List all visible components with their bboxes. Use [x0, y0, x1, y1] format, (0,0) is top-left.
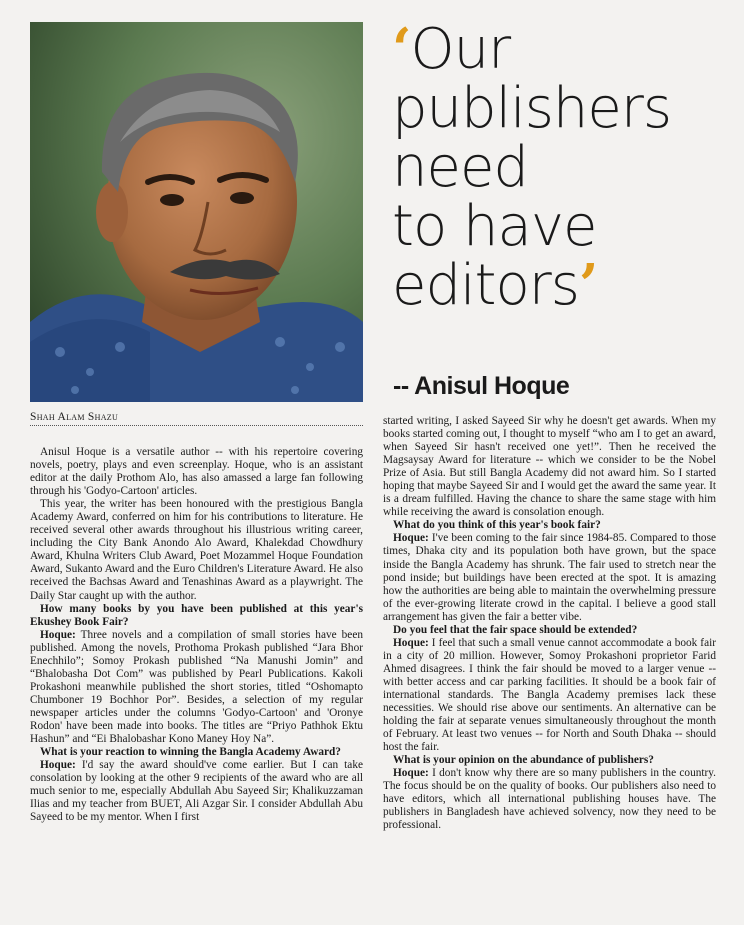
interview-question: What is your reaction to winning the Bangla Academy Award? [40, 746, 341, 759]
interview-answer [383, 532, 716, 623]
body-paragraph: This year, the writer has been honoured with the prestigious Bangla Academy Award, conferred on him for his contributions to literature. He received several other awards throughout his illustrious writing career, including the City Bank Anondo Alo Award, Khalekdad Chowdhury Award, Khulna Writers Club Award, Poet Mozammel Hoque Foundation Award, Sukanto Award and the Euro Children's Literature Award. He also received the Bachsas Award and Tenashinas Award as a playwright. The Daily Star caught up with the author. [30, 498, 363, 602]
headline-line-4: to have [392, 194, 597, 259]
interview-question: What is your opinion on the abundance of publishers? [393, 754, 654, 767]
interview-question: Do you feel that the fair space should be extended? [393, 623, 638, 636]
interview-question: How many books by you have been published at this year's Ekushey Book Fair? [30, 602, 363, 628]
speaker-label: Hoque: [393, 767, 429, 780]
photo-credit: Shah Alam Shazu [30, 411, 363, 426]
interview-answer [30, 629, 363, 746]
answer-text: I'd say the award should've come earlier. But I can take consolation by looking at the other 9 recipients of the award who are all much senior to me, especially Abdullah Abu Sayeed Sir; Khalikuzzaman Ilias and my teacher from BUET, Ali Azgar Sir. I consider Abdullah Abu Sayeed to be my mentor. When I first [30, 759, 363, 824]
article-column-right [383, 415, 716, 833]
answer-text: Three novels and a compilation of small stories have been published. Among the novels, Prothoma Prokash published “Jara Bhor Enechhilo”; Somoy Prokash published “Na Manushi Jomin” and “Bhalobasha Dot Com” was published by Pearl Publications. Kakoli Prokashoni meanwhile published the short stories, titled “Oshomapto Chumboner 19 Bochhor Por”. Besides, a selection of my regular newspaper articles under the columns 'Godyo-Cartoon' and 'Oronye Rodon' have been made into books. The titles are “Priyo Pathhok Ektu Hashun” and “Ei Bhalobashar Kono Maney Hoy Na”. [30, 628, 363, 746]
answer-text: I've been coming to the fair since 1984-85. Compared to those times, Dhaka city and its population both have grown, but the space inside the Bangla Academy has shrunk. The fair used to stretch near the pond inside; but buildings have been erected at the spot. It is amazing how the authorities are being able to maintain the overwhelming pressure of the ever-growing literate crowd in the capital. I believe a good stall arrangement has given the fair a better vibe. [383, 532, 716, 623]
answer-text: I feel that such a small venue cannot accommodate a book fair in a city of 20 million. However, Somoy Prokashoni proprietor Farid Ahmed disagrees. I think the fair should be moved to a larger venue -- with better access and car parking facilities. It should be a book fair of international standards. The Bangla Academy premises lack these necessities. We should rise above our sentiments. An alternative can be holding the fair at separate venues simultaneously throughout the month of February. At least two venues -- for North and South Dhaka -- should host the fair. [383, 636, 716, 754]
interview-question: What do you think of this year's book fair? [393, 519, 601, 532]
headline-line-3: need [392, 135, 528, 200]
headline-line-5: editors [392, 253, 579, 318]
body-paragraph: Anisul Hoque is a versatile author -- with his repertoire covering novels, poetry, plays and even screenplay. Hoque, who is an assistant editor at the daily Prothom Alo, has also amassed a large fan following through his 'Godyo-Cartoon' articles. [30, 446, 363, 498]
headline-quote [392, 16, 732, 318]
answer-text: I don't know why there are so many publishers in the country. The focus should be on the quality of books. Our publishers also need to have editors, which all international publishing houses have. The publishers in Bangladesh have achieved solvency, now they need to be professional. [383, 767, 716, 832]
headline-line-1: Our [410, 17, 511, 82]
speaker-label: Hoque: [393, 532, 429, 545]
author-photo [30, 22, 363, 402]
body-paragraph: started writing, I asked Sayeed Sir why he doesn't get awards. When my books started coming out, I thought to myself “who am I to get an award, when Sayeed Sir hasn't received one yet!”. Then he received the Magsaysay Award for literature -- which we consider to be the Nobel Prize of Asia. But still Bangla Academy did not award him. So I started hoping that maybe Sayeed Sir and I would get the award the same year. It is a dream fulfilled. Having the chance to share the same stage with him while receiving the award is consolation enough. [383, 415, 716, 519]
close-quote-mark: ’ [578, 252, 598, 318]
interview-answer [383, 637, 716, 754]
interview-answer [383, 767, 716, 832]
speaker-label: Hoque: [40, 628, 76, 641]
headline-attribution: -- Anisul Hoque [393, 372, 570, 400]
article-column-left [30, 446, 363, 824]
open-quote-mark: ‘ [392, 16, 411, 82]
speaker-label: Hoque: [393, 636, 429, 649]
headline-line-2: publishers [392, 76, 672, 141]
interview-answer [30, 759, 363, 824]
speaker-label: Hoque: [40, 759, 76, 772]
